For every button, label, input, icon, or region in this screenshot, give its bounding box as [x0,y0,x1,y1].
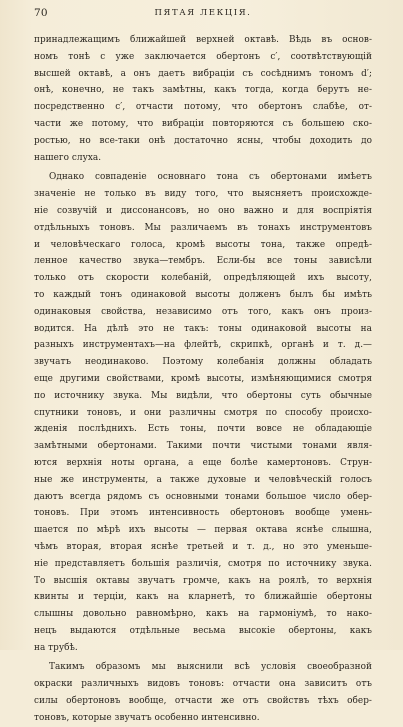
text-line: номъ тонѣ c уже заключается обертонъ c′, соотвѣтствующій [34,51,372,62]
text-line: на трубѣ. [34,642,78,653]
text-line: водится. На дѣлѣ это не такъ: тоны одинаковой высоты на [34,323,372,334]
text-line: отдѣльныхъ тоновъ. Мы различаемъ въ тонахъ инструментовъ [34,222,372,233]
text-line: то каждый тонъ одинаковой высоты долженъ былъ бы имѣть [34,289,372,300]
text-line: тоновъ. При этомъ интенсивность обертоновъ вообще умень- [34,508,372,519]
text-line: замѣтными обертонами. Такими почти чистыми тонами явля- [34,441,372,452]
paragraph [34,659,372,726]
text-line: онѣ, конечно, не такъ замѣтны, какъ тогда, когда берутъ не- [34,85,372,96]
running-title: ПЯТАЯ ЛЕКЦІЯ. [154,8,252,18]
text-line: спутники тоновъ, и они различны смотря по способу происхо- [34,407,372,418]
text-line: ные же инструменты, а также духовые и человѣческій голосъ [34,474,372,485]
text-line: нецъ выдаются отдѣльные весьма высокіе обертоны, какъ [34,625,372,636]
text-line: принадлежащимъ ближайшей верхней октавѣ. Вѣдь въ основ- [34,35,372,45]
text-line: силы обертоновъ вообще, отчасти же отъ свойствъ тѣхъ обер- [34,696,372,707]
paragraph [34,32,372,166]
text-line: слышны довольно равномѣрно, какъ на гармоніумѣ, то нако- [34,609,372,620]
text-line: шается по мѣрѣ ихъ высоты — первая октава яснѣе слышна, [34,525,372,536]
text-line: даютъ всегда рядомъ съ основными тонами большое число обер- [34,491,372,502]
text-line: ростью, но все-таки онѣ достаточно ясны, чтобы доходить до [34,135,372,146]
text-line: тоновъ, которые звучатъ особенно интенсивно. [34,712,260,723]
text-line: одинаковыя свойства, независимо отъ того, какъ онъ произ- [34,306,372,317]
text-line: значеніе не только въ виду того, что выясняетъ происхожде- [34,189,372,200]
text-line: Однако совпаденіе основнаго тона съ обертонами имѣетъ [49,172,372,183]
text-line: посредственно c′, отчасти потому, что обертонъ слабѣе, от- [34,102,372,113]
text-line: высшей октавѣ, а онъ даетъ вибраціи съ сосѣднимъ тономъ d′; [34,68,372,79]
text-line: чѣмъ вторая, вторая яснѣе третьей и т. д., но это уменьше- [34,541,372,552]
text-line: только отъ скорости колебаній, опредѣляющей ихъ высоту, [34,273,372,284]
text-line: окраски различныхъ видовъ тоновъ: отчасти она зависитъ отъ [34,679,372,690]
text-line: звучатъ неодинаково. Поэтому колебанія должны обладать [34,357,372,368]
text-line: жденія послѣднихъ. Есть тоны, почти вовсе не обладающіе [34,424,372,435]
text-line: части же потому, что вибраціи повторяются съ большею ско- [34,118,372,129]
text-line: по источнику звука. Мы видѣли, что обертоны суть обычные [34,390,372,401]
text-line: квинты и терціи, какъ на кларнетѣ, то ближайшіе обертоны [34,592,372,603]
text-line: Такимъ образомъ мы выяснили всѣ условія своеобразной [49,662,372,673]
page-header [34,7,372,21]
text-line: То высшія октавы звучатъ громче, какъ на роялѣ, то верхнія [34,575,372,586]
paragraph [34,169,372,656]
text-line: ются верхнія ноты органа, а еще болѣе камертоновъ. Струн- [34,457,372,468]
text-line: ленное качество звука—тембръ. Если-бы все тоны зависѣли [34,256,372,267]
text-line: нашего слуха. [34,152,102,163]
body-text [34,32,372,727]
page-number: 70 [34,7,48,19]
text-line: еще другими свойствами, кромѣ высоты, измѣняющимися смотря [34,373,372,384]
text-line: разныхъ инструментахъ—на флейтѣ, скрипкѣ, органѣ и т. д.— [34,340,372,351]
text-line: и человѣческаго голоса, кромѣ высоты тона, также опредѣ- [34,239,372,250]
text-line: ніе представляетъ большія различія, смотря по источнику звука. [34,558,372,569]
text-line: ніе созвучій и диссонансовъ, но оно важно и для воспріятія [34,205,372,216]
